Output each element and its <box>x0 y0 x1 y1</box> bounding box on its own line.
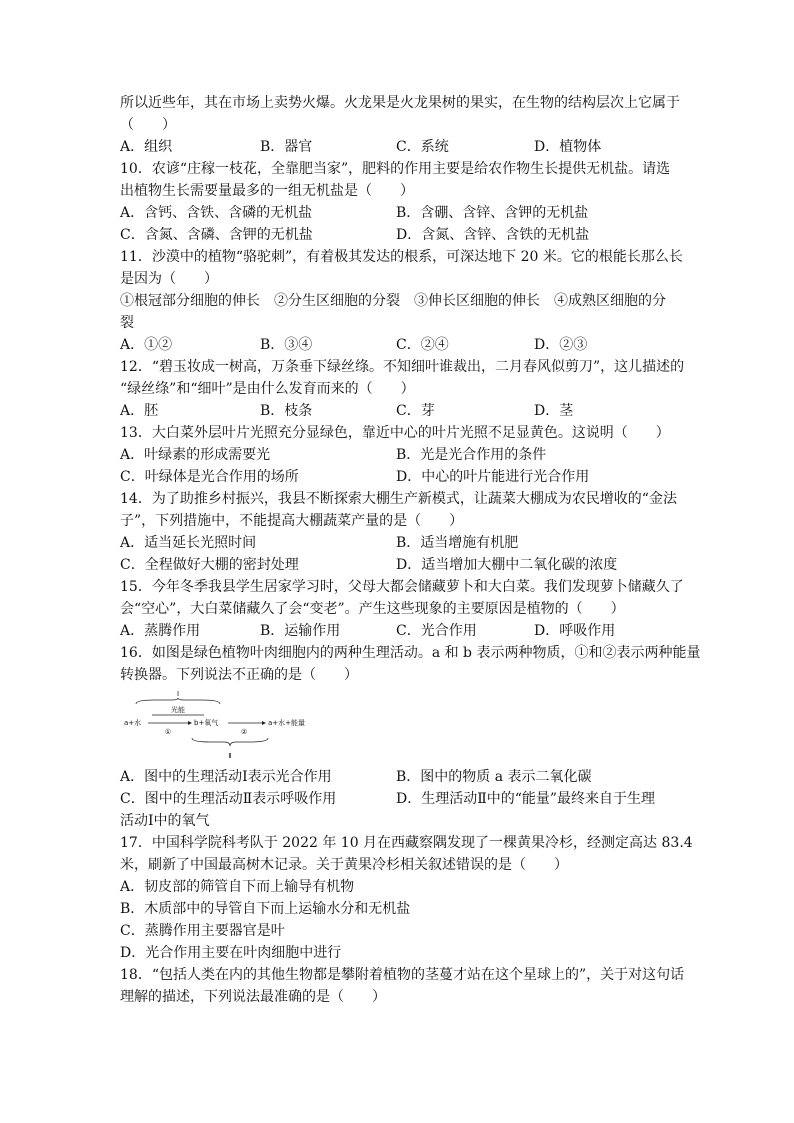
question-17-stem: 17．中国科学院科考队于 2022 年 10 月在西藏察隅发现了一棵黄果冷杉，经测定高达 83.4 <box>120 835 693 851</box>
option-d: D．含氮、含锌、含铁的无机盐 <box>396 227 590 243</box>
brace-top <box>136 698 220 704</box>
exam-page <box>120 92 701 1008</box>
option-a: A．①② <box>120 337 173 353</box>
question-10-stem: 10．农谚“庄稼一枝花，全靠肥当家”，肥料的作用主要是给农作物生长提供无机盐。请选 <box>120 161 671 177</box>
option-b: B．枝条 <box>260 403 313 419</box>
label-outputs: a+水+能量 <box>268 719 306 727</box>
option-b: B．含硼、含锌、含钾的无机盐 <box>396 205 589 221</box>
question-text: 裂 <box>120 315 134 331</box>
option-c: C．②④ <box>396 337 449 353</box>
process-diagram-svg <box>124 688 306 764</box>
question-16-stem: 16．如图是绿色植物叶肉细胞内的两种生理活动。a 和 b 表示两种物质，①和②表示两种能量 <box>120 645 701 661</box>
question-14-stem: 14．为了助推乡村振兴，我县不断探索大棚生产新模式，让蔬菜大棚成为农民增收的“金法 <box>120 491 677 507</box>
q16-options-row2 <box>120 788 680 810</box>
arrow-two-head <box>262 721 266 725</box>
option-a: A．叶绿素的形成需要光 <box>120 447 271 463</box>
option-b: B．③④ <box>260 337 313 353</box>
q16-options-row1 <box>120 766 680 788</box>
q11-options <box>120 334 680 356</box>
option-c: C．图中的生理活动Ⅱ表示呼吸作用 <box>120 791 337 807</box>
label-light-energy: 光能 <box>171 706 185 714</box>
q14-options-row1 <box>120 532 680 554</box>
option-b: B．木质部中的导管自下而上运输水分和无机盐 <box>120 901 411 917</box>
option-c: C．光合作用 <box>396 623 477 639</box>
question-13-stem: 13．大白菜外层叶片光照充分显绿色，靠近中心的叶片光照不足显黄色。这说明（ ） <box>120 425 670 441</box>
q15-options <box>120 620 680 642</box>
option-a: A．蒸腾作用 <box>120 623 201 639</box>
label-reactants: a+水 <box>124 719 142 727</box>
q13-options-row2 <box>120 466 680 488</box>
q9-options <box>120 136 680 158</box>
question-text: 子”，下列措施中，不能提高大棚蔬菜产量的是（ ） <box>120 513 464 529</box>
option-c: C．蒸腾作用主要器官是叶 <box>120 923 285 939</box>
question-12-stem: 12．“碧玉妆成一树高，万条垂下绿丝绦。不知细叶谁裁出，二月春风似剪刀”，这儿描述的 <box>120 359 685 375</box>
option-d: D．茎 <box>534 403 574 419</box>
question-11-stem: 11．沙漠中的植物“骆驼刺”，有着极其发达的根系，可深达地下 20 米。它的根能长那么长 <box>120 249 683 265</box>
question-text: 米，刷新了中国最高树木记录。关于黄果冷杉相关叙述错误的是（ ） <box>120 857 568 873</box>
option-a: A．组织 <box>120 139 173 155</box>
question-text: 理解的描述，下列说法最准确的是（ ） <box>120 989 386 1005</box>
option-a: A．含钙、含铁、含磷的无机盐 <box>120 205 313 221</box>
option-b: B．适当增施有机肥 <box>396 535 519 551</box>
q10-options-row2 <box>120 224 680 246</box>
option-d: D．呼吸作用 <box>534 623 616 639</box>
option-a: A．图中的生理活动Ⅰ表示光合作用 <box>120 769 332 785</box>
question-text: “绿丝绦”和“细叶”是由什么发育而来的（ ） <box>120 381 415 397</box>
q10-options-row1 <box>120 202 680 224</box>
option-d: D．②③ <box>534 337 588 353</box>
option-c: C．叶绿体是光合作用的场所 <box>120 469 299 485</box>
label-converter-one: ① <box>164 728 172 736</box>
label-products: b+氧气 <box>194 719 219 727</box>
question-text: 活动Ⅰ中的氧气 <box>120 813 210 829</box>
option-b: B．器官 <box>260 139 313 155</box>
option-d: D．光合作用主要在叶肉细胞中进行 <box>120 945 342 961</box>
option-d: D．中心的叶片能进行光合作用 <box>396 469 590 485</box>
question-15-stem: 15．今年冬季我县学生居家学习时，父母大都会储藏萝卜和大白菜。我们发现萝卜储藏久了 <box>120 579 684 595</box>
q13-options-row1 <box>120 444 680 466</box>
question-text: 会“空心”，大白菜储藏久了会“变老”。产生这些现象的主要原因是植物的（ ） <box>120 601 625 617</box>
label-process-two: Ⅱ <box>228 752 232 760</box>
option-d: D．植物体 <box>534 139 602 155</box>
option-b: B．运输作用 <box>260 623 341 639</box>
question-text: （ ） <box>120 117 176 133</box>
label-converter-two: ② <box>240 728 248 736</box>
brace-bottom <box>192 738 268 746</box>
label-process-one: Ⅰ <box>176 690 180 698</box>
option-c: C．全程做好大棚的密封处理 <box>120 557 299 573</box>
option-c: C．系统 <box>396 139 449 155</box>
option-b: B．光是光合作用的条件 <box>396 447 547 463</box>
option-a: A．胚 <box>120 403 159 419</box>
question-text: 是因为（ ） <box>120 271 218 287</box>
photosynthesis-respiration-diagram <box>124 688 306 764</box>
question-text: ①根冠部分细胞的伸长 ②分生区细胞的分裂 ③伸长区细胞的伸长 ④成熟区细胞的分 <box>120 293 666 309</box>
option-a: A．韧皮部的筛管自下而上输导有机物 <box>120 879 355 895</box>
q14-options-row2 <box>120 554 680 576</box>
option-d: D．适当增加大棚中二氧化碳的浓度 <box>396 557 618 573</box>
q12-options <box>120 400 680 422</box>
option-d: D．生理活动Ⅱ中的“能量”最终来自于生理 <box>396 791 656 807</box>
option-b: B．图中的物质 a 表示二氧化碳 <box>396 769 592 785</box>
question-18-stem: 18．“包括人类在内的其他生物都是攀附着植物的茎蔓才站在这个星球上的”，关于对这句话 <box>120 967 685 983</box>
question-text: 转换器。下列说法不正确的是（ ） <box>120 667 358 683</box>
option-c: C．含氮、含磷、含钾的无机盐 <box>120 227 313 243</box>
question-text: 出植物生长需要量最多的一组无机盐是（ ） <box>120 183 414 199</box>
option-a: A．适当延长光照时间 <box>120 535 257 551</box>
question-text: 所以近些年，其在市场上卖势火爆。火龙果是火龙果树的果实，在生物的结构层次上它属于 <box>120 95 680 111</box>
arrow-one-head <box>188 721 192 725</box>
option-c: C．芽 <box>396 403 435 419</box>
